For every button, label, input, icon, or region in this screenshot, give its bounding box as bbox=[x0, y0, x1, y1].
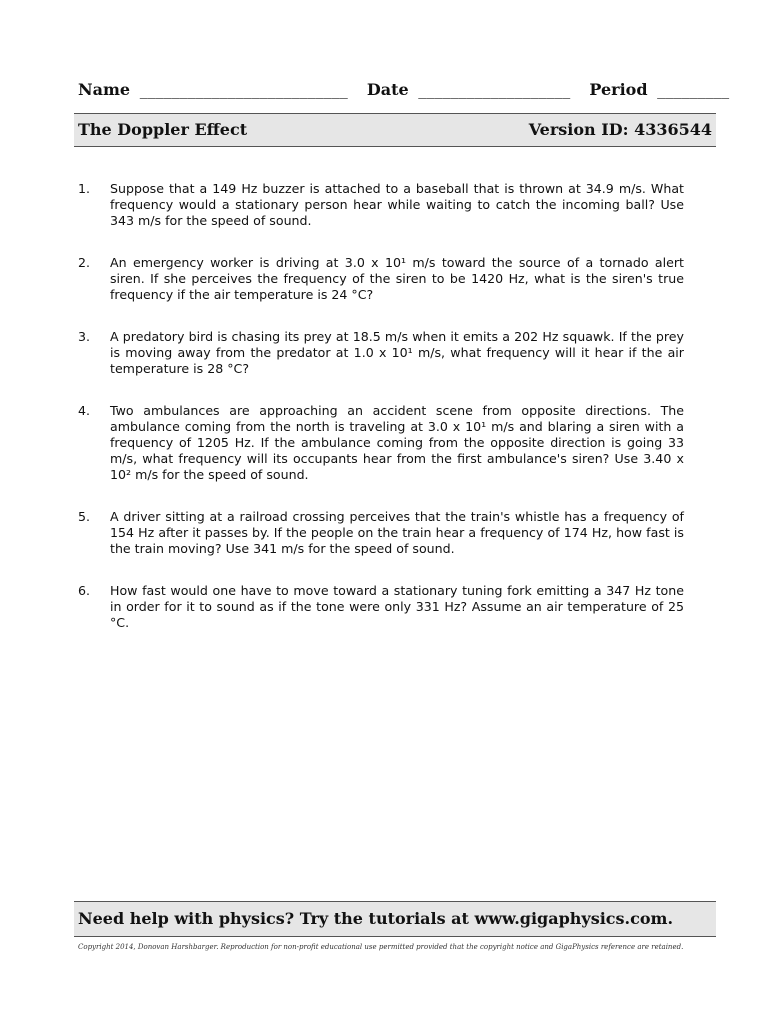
question-text: An emergency worker is driving at 3.0 x 10¹ m/s toward the source of a tornado alert siren. If she perceives the frequency of the siren to be 1420 Hz, what is the siren's true frequency if the air temperature is 24 °C? bbox=[110, 255, 684, 302]
version-id: Version ID: 4336544 bbox=[528, 120, 712, 139]
help-text: Need help with physics? Try the tutorials at www.gigaphysics.com. bbox=[78, 909, 674, 928]
date-label: Date bbox=[366, 80, 409, 99]
copyright-notice: Copyright 2014, Donovan Harshbarger. Reproduction for non-profit educational use permitted provided that the copyright notice and GigaPhysics reference are retained. bbox=[78, 943, 684, 951]
period-blank: _________ bbox=[657, 80, 730, 99]
question-number: 6. bbox=[78, 583, 91, 598]
student-info-line bbox=[78, 79, 730, 101]
name-blank: __________________________ bbox=[139, 80, 348, 99]
question-item bbox=[78, 255, 684, 303]
question-text: A predatory bird is chasing its prey at 18.5 m/s when it emits a 202 Hz squawk. If the prey is moving away from the predator at 1.0 x 10¹ m/s, what frequency will it hear if the air temperature is 28 °C? bbox=[110, 329, 684, 376]
question-item bbox=[78, 181, 684, 229]
question-number: 2. bbox=[78, 255, 91, 270]
question-number: 4. bbox=[78, 403, 91, 418]
question-item bbox=[78, 583, 684, 631]
question-list bbox=[78, 181, 684, 657]
worksheet-title: The Doppler Effect bbox=[78, 120, 248, 139]
question-text: A driver sitting at a railroad crossing perceives that the train's whistle has a frequency of 154 Hz after it passes by. If the people on the train hear a frequency of 174 Hz, how fast is the train moving? Use 341 m/s for the speed of sound. bbox=[110, 509, 684, 556]
date-blank: ___________________ bbox=[418, 80, 571, 99]
question-number: 5. bbox=[78, 509, 91, 524]
question-text: How fast would one have to move toward a stationary tuning fork emitting a 347 Hz tone in order for it to sound as if the tone were only 331 Hz? Assume an air temperature of 25 °C. bbox=[110, 583, 684, 630]
question-item bbox=[78, 509, 684, 557]
title-band bbox=[74, 113, 716, 147]
question-item bbox=[78, 329, 684, 377]
name-label: Name bbox=[78, 80, 131, 99]
question-item bbox=[78, 403, 684, 483]
question-number: 3. bbox=[78, 329, 91, 344]
question-text: Suppose that a 149 Hz buzzer is attached to a baseball that is thrown at 34.9 m/s. What frequency would a stationary person hear while waiting to catch the incoming ball? Use 343 m/s for the speed of sound. bbox=[110, 181, 684, 228]
period-label: Period bbox=[589, 80, 648, 99]
help-band bbox=[74, 901, 716, 937]
question-number: 1. bbox=[78, 181, 91, 196]
question-text: Two ambulances are approaching an accident scene from opposite directions. The ambulance coming from the north is traveling at 3.0 x 10¹ m/s and blaring a siren with a frequency of 1205 Hz. If the ambulance coming from the opposite direction is going 33 m/s, what frequency will its occupants hear from the first ambulance's siren? Use 3.40 x 10² m/s for the speed of sound. bbox=[110, 403, 684, 482]
